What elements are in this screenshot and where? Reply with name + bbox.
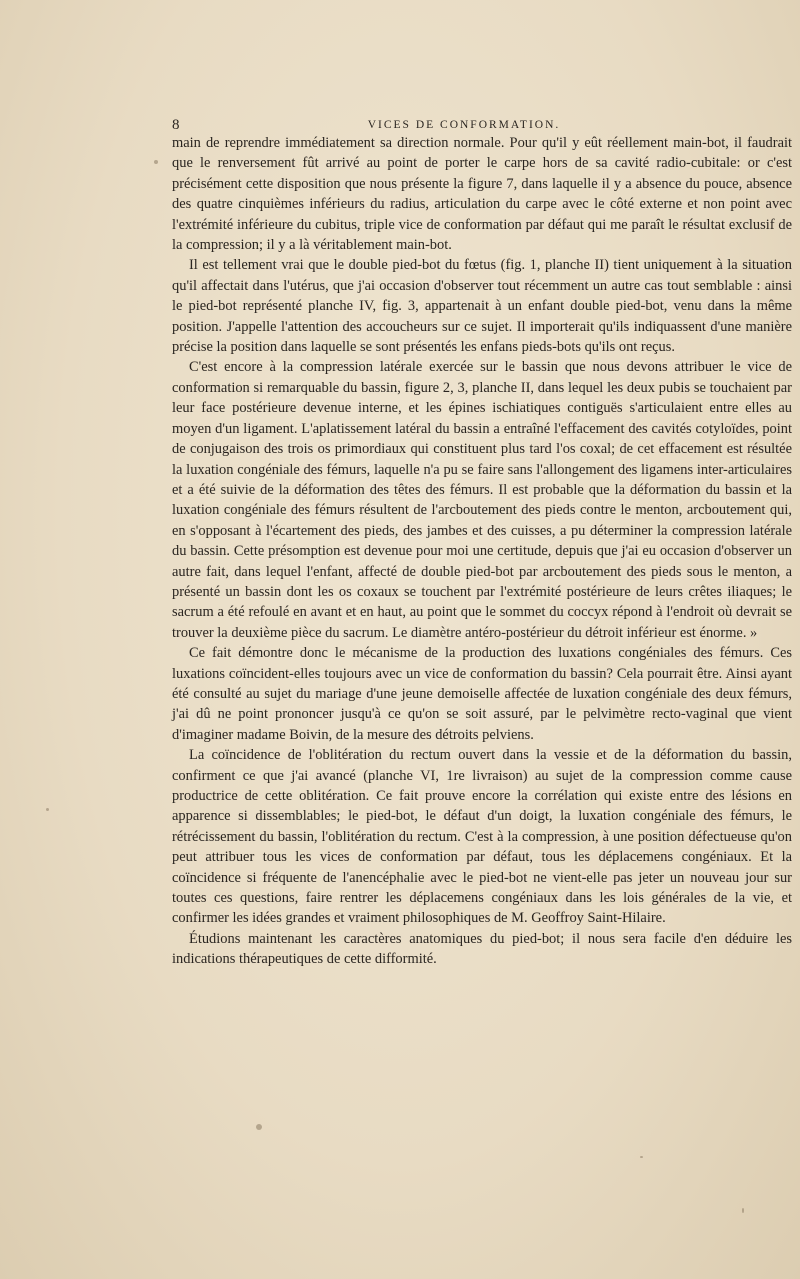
paragraph-6: Étudions maintenant les caractères anatomiques du pied-bot; il nous sera facile d'en déduire les indications thérapeutiques de cette difformité. (172, 930, 792, 968)
paper-speck (640, 1156, 643, 1158)
paper-speck (46, 808, 49, 811)
page-number: 8 (172, 117, 180, 133)
paper-speck (154, 160, 158, 164)
paper-speck (256, 1124, 262, 1130)
paragraph-1: main de reprendre immédiatement sa direction normale. Pour qu'il y eût réellement main-bot, il faudrait que le renversement fût arrivé au point de porter le carpe hors de sa cavité radio-cubitale: or c'est précisément cette disposition que nous présente la figure 7, dans laquelle il y a absence du pouce, absence des quatre cinquièmes inférieurs du radius, articulation du carpe avec le côté externe et non point avec l'extrémité inférieure du cubitus, triple vice de conformation par défaut qui me paraît le résultat exclusif de la compression; il y a là véritablement main-bot. (172, 135, 792, 254)
paragraph-2: Il est tellement vrai que le double pied-bot du fœtus (fig. 1, planche II) tient uniquement à la situation qu'il affectait dans l'utérus, que j'ai occasion d'observer tout récemment un autre cas tout semblable : ainsi le pied-bot représenté planche IV, fig. 3, appartenait à un enfant double pied-bot, venu dans la même position. J'appelle l'attention des accoucheurs sur ce sujet. Il importerait qu'ils indiquassent d'une manière précise la position dans laquelle se sont présentés les enfans pieds-bots qu'ils ont reçus. (172, 257, 792, 356)
paragraph-3: C'est encore à la compression latérale exercée sur le bassin que nous devons attribuer le vice de conformation si remarquable du bassin, figure 2, 3, planche II, dans lequel les deux pubis se touchaient par leur face postérieure devenue interne, et les épines ischiatiques contiguës s'articulaient entre elles au moyen d'un ligament. L'aplatissement latéral du bassin a entraîné l'effacement des cavités cotyloïdes, point de conjugaison des trois os primordiaux qui constituent plus tard l'os coxal; de cet effacement est résultée la luxation congéniale des fémurs, laquelle n'a pu se faire sans l'allongement des ligamens inter-articulaires et a été suivie de la déformation des têtes des fémurs. Il est probable que la déformation du bassin et la luxation congéniale des fémurs résultent de l'arcboutement des pieds contre le menton, arcboutement qui, en s'opposant à l'écartement des pieds, des jambes et des cuisses, a pu déterminer la compression latérale du bassin. Cette présomption est devenue pour moi une certitude, depuis que j'ai eu occasion d'observer un autre fait, dans lequel l'enfant, affecté de double pied-bot par arcboutement des pieds sous le menton, a présenté un bassin dont les os coxaux se touchent par l'extrémité postérieure de leurs crêtes iliaques; le sacrum a été refoulé en avant et en haut, au point que le sommet du coccyx répond à l'endroit où devrait se trouver la deuxième pièce du sacrum. Le diamètre antéro-postérieur du détroit inférieur est énorme. » (172, 359, 792, 641)
paper-speck (742, 1208, 744, 1213)
body-text (172, 133, 792, 970)
paragraph-5: La coïncidence de l'oblitération du rectum ouvert dans la vessie et de la déformation du bassin, confirment ce que j'ai avancé (planche VI, 1re livraison) au sujet de la compression comme cause productrice de cette oblitération. Ce fait prouve encore la corrélation qui existe entre des lésions en apparence si dissemblables; le pied-bot, le défaut d'un doigt, la luxation congéniale des fémurs, le rétrécissement du bassin, l'oblitération du rectum. C'est à la compression, à une position défectueuse qu'on peut attribuer tous les vices de conformation par défaut, tous les déplacemens congéniaux. Et la coïncidence si fréquente de l'anencéphalie avec le pied-bot ne vient-elle pas jeter un nouveau jour sur toutes ces questions, faire rentrer les déplacemens congéniaux dans les lois générales de la vie, et confirmer les idées grandes et vraiment philosophiques de M. Geoffroy Saint-Hilaire. (172, 747, 792, 927)
paragraph-4: Ce fait démontre donc le mécanisme de la production des luxations congéniales des fémurs. Ces luxations coïncident-elles toujours avec un vice de conformation du bassin? Cela pourrait être. Ainsi ayant été consulté au sujet du mariage d'une jeune demoiselle affectée de luxation congéniale des deux fémurs, j'ai dû ne point prononcer jusqu'à ce qu'on se soit assuré, par le pelvimètre recto-vaginal que vient d'imaginer madame Boivin, de la mesure des détroits pelviens. (172, 645, 792, 743)
running-title: VICES DE CONFORMATION. (367, 119, 561, 131)
